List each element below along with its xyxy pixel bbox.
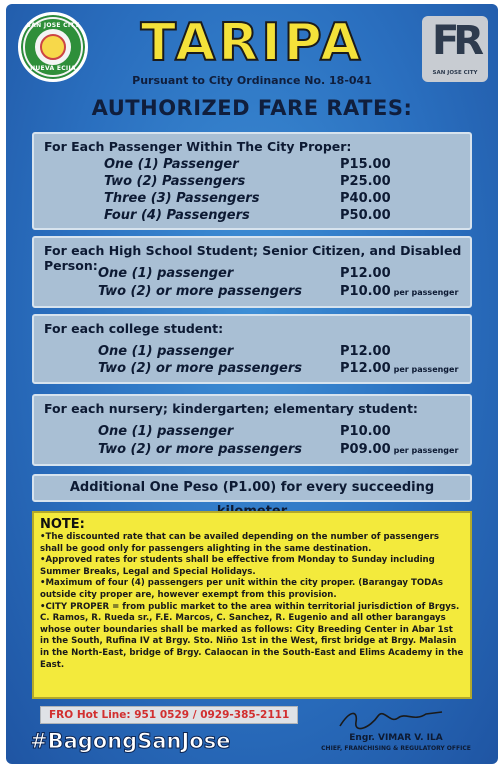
seal-bottom-text: NUEVA ECIJA: [30, 65, 76, 72]
fare-section-discounted: [32, 236, 472, 308]
fare-row-label: One (1) passenger: [98, 266, 234, 281]
note-title: NOTE:: [40, 517, 85, 532]
seal-emblem-icon: [40, 34, 66, 60]
signer-title: CHIEF, FRANCHISING & REGULATORY OFFICE: [321, 745, 471, 752]
franchising-office-logo: [422, 16, 488, 82]
fare-row-label: Two (2) or more passengers: [98, 442, 302, 457]
fare-row-price: [340, 361, 458, 376]
fare-section-elementary: [32, 394, 472, 466]
fare-row-price: P12.00: [340, 344, 391, 359]
signer-name: Engr. VIMAR V. ILA: [349, 733, 443, 743]
hotline-badge: FRO Hot Line: 951 0529 / 0929-385-2111: [40, 706, 298, 724]
fare-row-label: Two (2) or more passengers: [98, 361, 302, 376]
price-value: P09.00: [340, 442, 391, 457]
fare-row-price: P10.00: [340, 424, 391, 439]
section-heading: For Each Passenger Within The City Proper:: [44, 139, 352, 154]
fare-row-price: [340, 284, 458, 299]
fare-row-price: P40.00: [340, 191, 391, 206]
seal-top-text: SAN JOSE CITY: [26, 22, 80, 29]
additional-kilometer-fare: Additional One Peso (P1.00) for every succeeding: [32, 474, 472, 502]
note-item: •The discounted rate that can be availed depending on the number of passengers shall be good only for passengers alighting in the same destination.: [40, 532, 439, 554]
price-value: P10.00: [340, 284, 391, 299]
fare-row-price: [340, 442, 458, 457]
city-seal-logo: [18, 12, 88, 82]
fare-section-college: [32, 314, 472, 384]
per-passenger-note: per passenger: [393, 365, 459, 374]
fare-rates-heading: AUTHORIZED FARE RATES:: [91, 96, 413, 120]
fare-section-city-proper: [32, 132, 472, 230]
section-heading: For each High School Student; Senior Citizen, and Disabled Person:: [44, 243, 462, 273]
fare-row-label: One (1) Passenger: [104, 157, 239, 172]
poster-title: TARIPA: [140, 13, 364, 73]
signature-icon: [336, 706, 446, 732]
fare-row-label: One (1) passenger: [98, 424, 234, 439]
note-item: •Approved rates for students shall be effective from Monday to Sunday including Summer Breaks, Legal and Special Holidays.: [40, 555, 435, 577]
note-item: •CITY PROPER = from public market to the area within territorial jurisdiction of Brgys. C. Ramos, R. Rueda sr., F.E. Marcos, C. Sanchez, R. Eugenio and all other barangays whose outer boundaries shall be marked as follows: City Breeding Center in Abar 1st in the South, Rufina IV at Brgy. Sto. Niño 1st in the West, first bridge at Brgy. Malasin in the North-East, bridge of Brgy. Calaocan in the South-East and Elims Academy in the East.: [40, 601, 464, 670]
fare-row-label: Two (2) Passengers: [104, 174, 246, 189]
fare-row-price: P15.00: [340, 157, 391, 172]
note-box: [32, 511, 472, 699]
fare-row-price: P50.00: [340, 208, 391, 223]
logo-letters: FR: [431, 18, 479, 64]
section-heading: For each college student:: [44, 321, 224, 336]
note-item: •Maximum of four (4) passengers per unit within the city proper. (Barangay TODAs outside city proper are, however exempt from this provision.: [40, 578, 444, 600]
section-heading: For each nursery; kindergarten; elementary student:: [44, 401, 418, 416]
ordinance-subtitle: Pursuant to City Ordinance No. 18-041: [132, 74, 372, 87]
fare-row-label: Three (3) Passengers: [104, 191, 260, 206]
fare-row-label: One (1) passenger: [98, 344, 234, 359]
fare-poster: [6, 4, 498, 764]
fare-row-label: Two (2) or more passengers: [98, 284, 302, 299]
per-passenger-note: per passenger: [393, 288, 459, 297]
per-passenger-note: per passenger: [393, 446, 459, 455]
fare-row-price: P25.00: [340, 174, 391, 189]
price-value: P12.00: [340, 361, 391, 376]
hashtag-text: #BagongSanJose: [30, 729, 231, 753]
logo-subtext: SAN JOSE CITY: [432, 70, 478, 76]
fare-row-price: P12.00: [340, 266, 391, 281]
fare-row-label: Four (4) Passengers: [104, 208, 250, 223]
